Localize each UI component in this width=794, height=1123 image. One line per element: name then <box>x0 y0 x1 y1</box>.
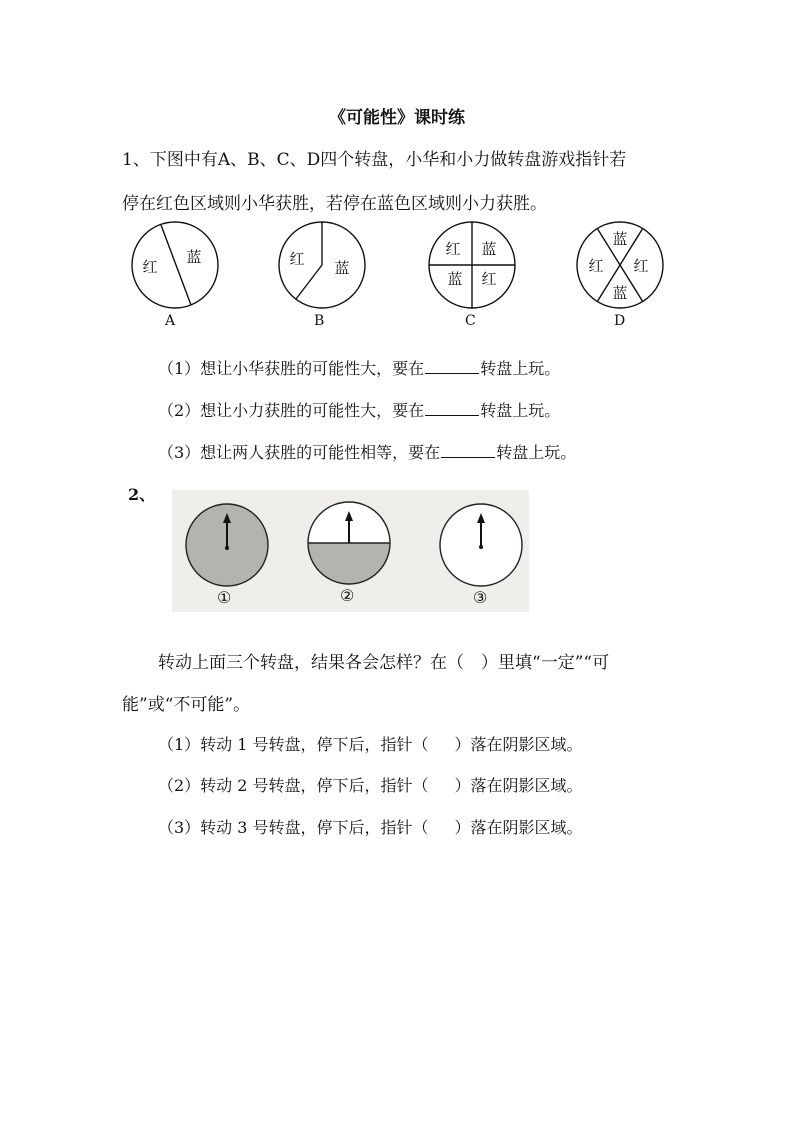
q1-sub-2-blank[interactable] <box>425 398 479 416</box>
q1-sub-2 <box>158 398 560 421</box>
spinner-c-region-2: 蓝 <box>481 240 497 258</box>
q2-sub-1-suffix: ）落在阴影区域。 <box>454 735 583 754</box>
spinner-d-region-bottom: 蓝 <box>612 284 628 302</box>
spinner-1 <box>184 502 270 588</box>
spinner-c-region-3: 蓝 <box>447 270 463 288</box>
q1-sub-2-suffix: 转盘上玩。 <box>480 401 561 420</box>
q2-sub-1-prefix: （1）转动 1 号转盘，停下后，指针（ <box>158 735 429 754</box>
q1-sub-3-prefix: （3）想让两人获胜的可能性相等，要在 <box>158 443 441 462</box>
q2-text-line2: 能”或“不可能”。 <box>122 695 251 715</box>
spinner-d-region-top: 蓝 <box>612 230 628 248</box>
q1-sub-3-suffix: 转盘上玩。 <box>496 443 577 462</box>
spinner-c-region-4: 红 <box>481 270 497 288</box>
q2-text-line1: 转动上面三个转盘，结果各会怎样？在（ ）里填“一定”“可 <box>158 653 610 673</box>
spinner-a <box>130 220 220 312</box>
spinner-photo <box>172 490 529 612</box>
q2-number: 2、 <box>128 485 156 504</box>
q2-sub-3 <box>158 815 583 838</box>
q2-sub-3-suffix: ）落在阴影区域。 <box>454 818 583 837</box>
spinner-d-label: D <box>614 313 626 329</box>
spinner-d-region-right: 红 <box>633 257 649 275</box>
q2-sub-2-suffix: ）落在阴影区域。 <box>454 776 583 795</box>
q2-sub-1 <box>158 732 583 755</box>
q1-sub-1 <box>158 356 560 379</box>
spinner-d-region-left: 红 <box>588 257 604 275</box>
page-title: 《可能性》课时练 <box>329 108 465 128</box>
spinner-b <box>278 220 368 312</box>
q1-sub-1-suffix: 转盘上玩。 <box>480 359 561 378</box>
q1-sub-3-blank[interactable] <box>441 440 495 458</box>
q1-text-line2: 停在红色区域则小华获胜，若停在蓝色区域则小力获胜。 <box>122 194 547 214</box>
spinner-b-label: B <box>314 313 325 329</box>
spinner-a-region-1: 红 <box>142 258 158 276</box>
spinner-c <box>427 220 517 312</box>
spinner-d <box>575 220 665 312</box>
q2-sub-2 <box>158 773 583 796</box>
spinner-a-region-2: 蓝 <box>186 248 202 266</box>
q2-sub-3-prefix: （3）转动 3 号转盘，停下后，指针（ <box>158 818 429 837</box>
spinner-c-label: C <box>465 313 476 329</box>
spinner-b-region-2: 蓝 <box>334 259 350 277</box>
q2-sub-2-prefix: （2）转动 2 号转盘，停下后，指针（ <box>158 776 429 795</box>
q1-sub-3 <box>158 440 576 463</box>
spinner-3 <box>438 502 524 588</box>
spinner-b-region-1: 红 <box>289 250 305 268</box>
q1-sub-2-prefix: （2）想让小力获胜的可能性大，要在 <box>158 401 425 420</box>
spinner-3-label: ③ <box>473 588 488 607</box>
spinner-2 <box>306 500 392 586</box>
q1-text-line1: 1、下图中有A、B、C、D四个转盘，小华和小力做转盘游戏指针若 <box>122 150 627 170</box>
spinner-1-label: ① <box>217 588 232 607</box>
spinner-a-label: A <box>165 313 176 329</box>
q1-sub-1-prefix: （1）想让小华获胜的可能性大，要在 <box>158 359 425 378</box>
spinner-c-region-1: 红 <box>445 240 461 258</box>
q1-sub-1-blank[interactable] <box>425 356 479 374</box>
spinner-2-label: ② <box>340 586 355 605</box>
